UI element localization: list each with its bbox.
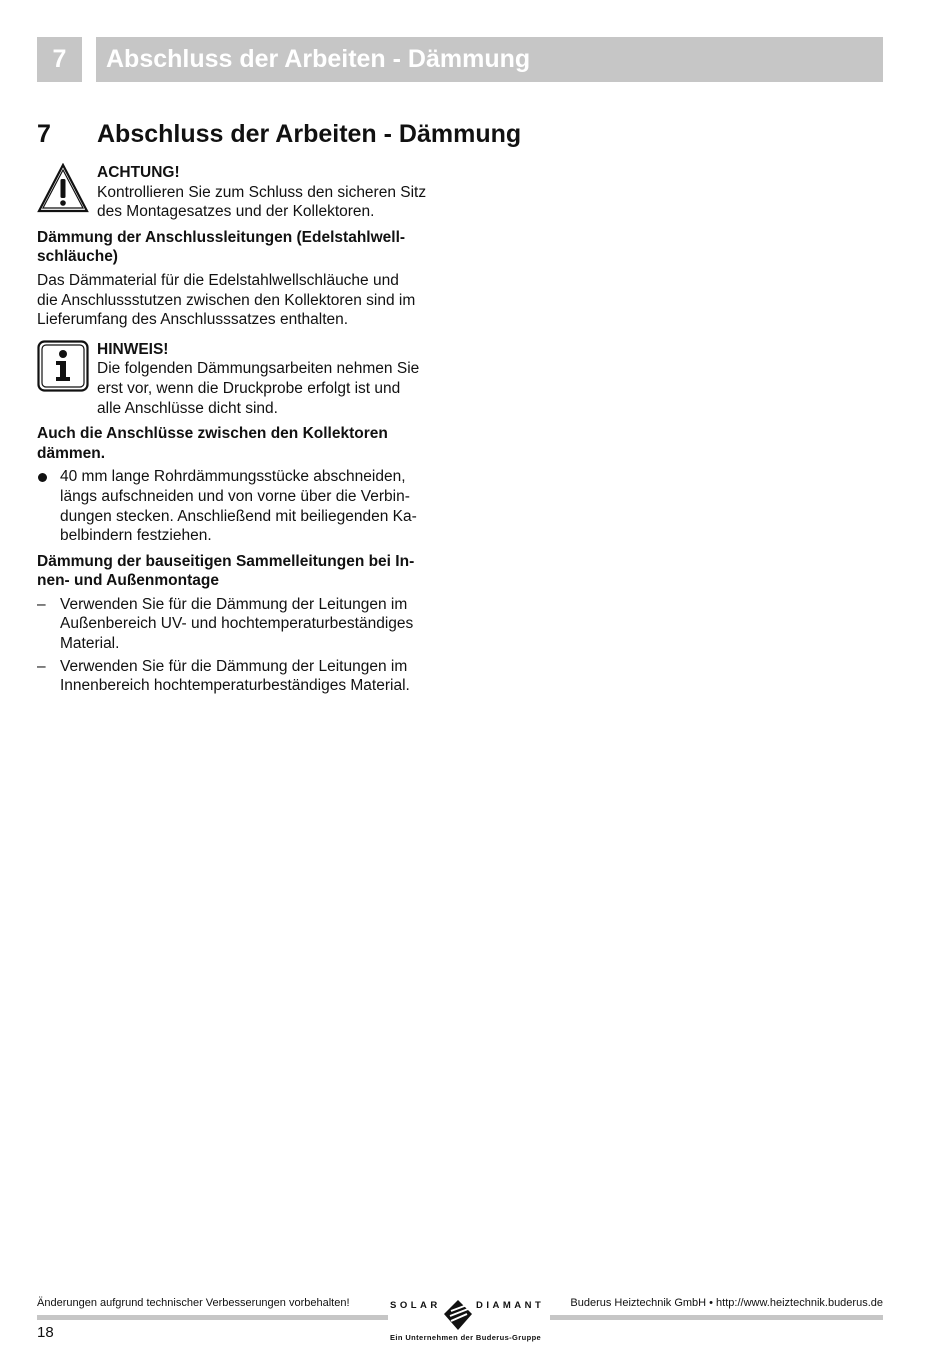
info-icon [37, 340, 89, 398]
warning-title: ACHTUNG! [97, 164, 180, 181]
footer-divider-left [37, 1315, 388, 1320]
chapter-number: 7 [52, 45, 67, 73]
subheading-line-2: nen- und Außenmontage [37, 572, 219, 590]
section-number: 7 [37, 120, 51, 148]
logo-word-diamant: DIAMANT [476, 1300, 545, 1311]
bullet-list [37, 467, 439, 545]
footer-disclaimer: Änderungen aufgrund technischer Verbesserungen vorbehalten! [37, 1297, 350, 1309]
list-item-line-2: längs aufschneiden und von vorne über die Verbin- [60, 487, 410, 505]
list-item-line-2: Innenbereich hochtemperaturbeständiges Material. [60, 677, 410, 695]
list-item-line-4: belbindern festziehen. [60, 527, 212, 545]
info-text-line-1: Die folgenden Dämmungsarbeiten nehmen Sie [97, 360, 420, 378]
page-number: 18 [37, 1324, 54, 1341]
solar-diamant-logo [388, 1294, 548, 1344]
dash-list [37, 595, 439, 696]
paragraph-line-3: Lieferumfang des Anschlusssatzes enthalten. [37, 311, 349, 329]
footer-company: Buderus Heiztechnik GmbH • http://www.heiztechnik.buderus.de [570, 1297, 883, 1309]
warning-triangle-icon [37, 163, 89, 219]
paragraph-daemmaterial [37, 271, 439, 330]
list-item-line-1: 40 mm lange Rohrdämmungsstücke abschneiden, [60, 468, 406, 486]
logo-tagline: Ein Unternehmen der Buderus-Gruppe [390, 1333, 542, 1342]
section-title: Abschluss der Arbeiten - Dämmung [97, 120, 522, 148]
logo-word-solar: SOLAR [390, 1300, 441, 1311]
paragraph-line-1: Das Dämmaterial für die Edelstahlwellschläuche und [37, 271, 399, 289]
warning-text-line-1: Kontrollieren Sie zum Schluss den sicheren Sitz [97, 183, 427, 201]
dash-marker: – [37, 595, 46, 613]
list-item-line-3: Material. [60, 635, 120, 653]
content-column [37, 163, 439, 702]
bullet-icon [38, 473, 47, 482]
diamond-logo-icon [442, 1298, 474, 1337]
chapter-number-box [37, 37, 82, 82]
warning-text-line-2: des Montagesatzes und der Kollektoren. [97, 203, 375, 221]
subheading-kollektoren [37, 424, 439, 463]
subheading-line-2: dämmen. [37, 444, 106, 462]
list-item-line-1: Verwenden Sie für die Dämmung der Leitungen im [60, 595, 408, 613]
dash-marker: – [37, 657, 46, 675]
warning-notice [37, 163, 439, 222]
list-item-line-3: dungen stecken. Anschließend mit beiliegenden Ka- [60, 507, 417, 525]
chapter-title: Abschluss der Arbeiten - Dämmung [106, 45, 531, 73]
subheading-line-2: schläuche) [37, 248, 118, 266]
list-item-line-1: Verwenden Sie für die Dämmung der Leitungen im [60, 657, 408, 675]
subheading-line-1: Dämmung der Anschlussleitungen (Edelstahlwell- [37, 228, 406, 246]
subheading-line-1: Dämmung der bauseitigen Sammelleitungen bei In- [37, 552, 415, 570]
info-text-line-3: alle Anschlüsse dicht sind. [97, 399, 278, 417]
footer-divider-right [550, 1315, 883, 1320]
chapter-title-bar [96, 37, 883, 82]
subheading-sammelleitungen [37, 552, 439, 591]
section-heading [37, 120, 521, 149]
paragraph-line-2: die Anschlussstutzen zwischen den Kollektoren sind im [37, 291, 416, 309]
info-title: HINWEIS! [97, 340, 169, 358]
list-item-line-2: Außenbereich UV- und hochtemperaturbeständiges [60, 615, 414, 633]
info-text-line-2: erst vor, wenn die Druckprobe erfolgt ist und [97, 379, 401, 397]
subheading-line-1: Auch die Anschlüsse zwischen den Kollektoren [37, 425, 388, 443]
info-notice [37, 340, 439, 418]
subheading-anschlussleitungen [37, 228, 439, 267]
list-item [37, 467, 439, 545]
list-item [37, 657, 439, 696]
list-item [37, 595, 439, 654]
